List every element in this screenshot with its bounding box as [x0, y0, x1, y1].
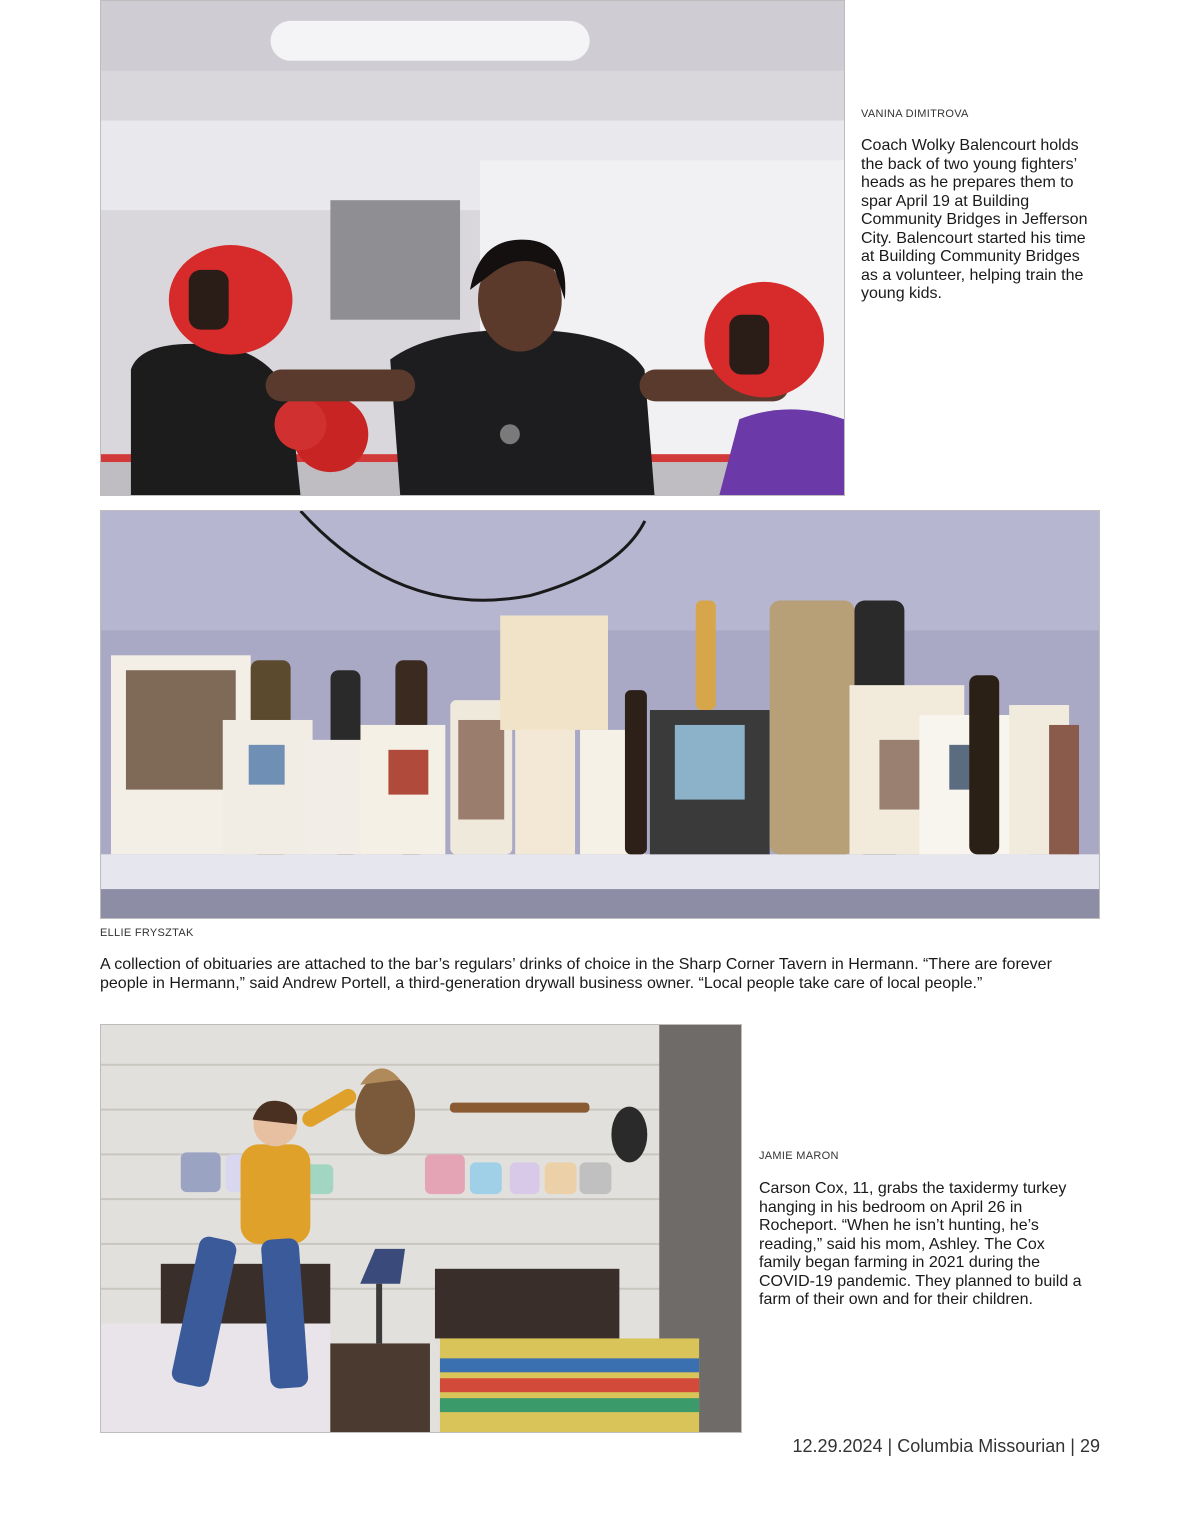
- photo-credit: VANINA DIMITROVA: [861, 108, 969, 120]
- photo-caption: Carson Cox, 11, grabs the taxidermy turkey hanging in his bedroom on April 26 in Rocheport. “When he isn’t hunting, he’s reading,” said his mom, Ashley. The Cox family began farming in 2021 during the COVID-19 pandemic. They planned to build a farm of their own and for their children.: [759, 1180, 1082, 1308]
- page-footer: 12.29.2024 | Columbia Missourian | 29: [792, 1436, 1100, 1456]
- memorial-shelf-photo: [100, 510, 1100, 919]
- photo-credit: ELLIE FRYSZTAK: [100, 927, 194, 939]
- boxing-coach-photo: [100, 0, 845, 496]
- photo-credit: JAMIE MARON: [759, 1150, 839, 1162]
- photo-caption: A collection of obituaries are attached to the bar’s regulars’ drinks of choice in the Sharp Corner Tavern in Hermann. “There are forever people in Hermann,” said Andrew Portell, a third-generation drywall business owner. “Local people take care of local people.”: [100, 956, 1052, 992]
- photo-caption: Coach Wolky Balencourt holds the back of two young fighters’ heads as he prepares them to spar April 19 at Building Community Bridges in Jefferson City. Balencourt started his time at Building Community Bridges as a volunteer, helping train the young kids.: [861, 137, 1088, 302]
- bedroom-turkey-photo: [100, 1024, 742, 1433]
